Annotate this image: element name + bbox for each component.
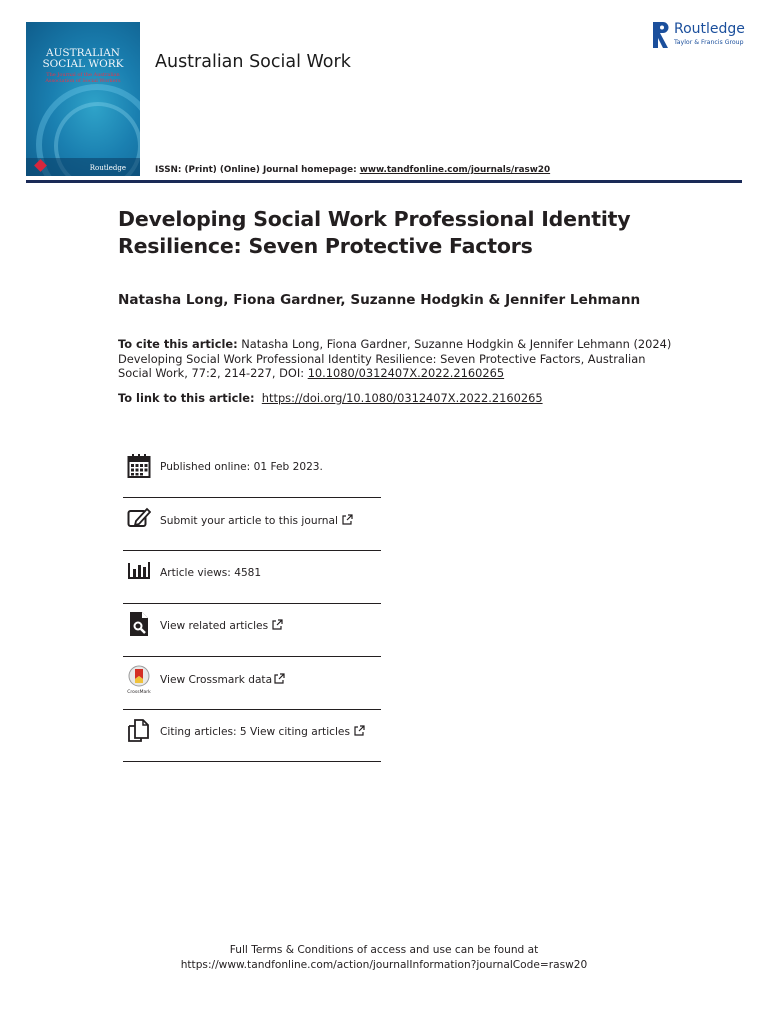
publisher-group: Taylor & Francis Group — [674, 39, 744, 46]
external-link-icon — [342, 514, 353, 525]
info-divider — [123, 709, 381, 710]
info-divider — [123, 603, 381, 604]
calendar-icon — [127, 453, 151, 479]
issn-line — [155, 165, 550, 175]
external-link-icon — [272, 619, 283, 630]
citation-block: To cite this article: Natasha Long, Fiona Gardner, Suzanne Hodgkin & Jennifer Lehmann (2024) Developing Social Work Professional Identity Resilience: Seven Protective Factors, Australian Social Work, 77:2, 214-227, DOI: 10.1080/0312407X.2022.2160265 — [118, 337, 672, 381]
citing-articles-row[interactable] — [123, 717, 381, 755]
info-divider — [123, 550, 381, 551]
crossmark-icon — [127, 665, 151, 695]
routledge-logo[interactable] — [653, 20, 748, 50]
terms-url[interactable]: https://www.tandfonline.com/action/journalInformation?journalCode=rasw20 — [180, 959, 588, 971]
crossmark-row[interactable] — [123, 665, 381, 703]
submit-article-link[interactable]: Submit your article to this journal — [160, 515, 338, 527]
edit-icon — [127, 506, 151, 532]
crossmark-link[interactable]: View Crossmark data — [160, 674, 273, 686]
bar-chart-icon — [127, 559, 151, 585]
article-link-line — [118, 391, 543, 405]
cover-title: AUSTRALIAN SOCIAL WORK — [42, 47, 124, 70]
article-views-row — [123, 559, 381, 597]
routledge-r-icon — [653, 22, 669, 48]
article-authors: Natasha Long, Fiona Gardner, Suzanne Hodgkin & Jennifer Lehmann — [118, 292, 641, 308]
header-divider — [26, 180, 742, 183]
crossmark-badge-text: CrossMark — [127, 690, 151, 695]
info-divider — [123, 656, 381, 657]
info-divider — [123, 497, 381, 498]
terms-footer — [0, 943, 768, 973]
cover-footer-band — [26, 158, 140, 176]
cover-subtitle: The Journal of the Australian Association of Social Workers — [45, 72, 121, 84]
article-title: Developing Social Work Professional Identity Resilience: Seven Protective Factors — [118, 207, 631, 258]
published-online-row — [123, 453, 381, 491]
published-date: Published online: 01 Feb 2023. — [160, 461, 323, 473]
article-doi-url[interactable]: https://doi.org/10.1080/0312407X.2022.2160265 — [261, 391, 543, 405]
terms-text: Full Terms & Conditions of access and use can be found at — [229, 944, 539, 956]
external-link-icon — [354, 725, 365, 736]
aasw-logo-icon — [34, 159, 47, 172]
journal-cover-image — [26, 22, 140, 176]
citing-articles-link[interactable]: Citing articles: 5 View citing articles — [160, 726, 350, 738]
cover-publisher-mark: Routledge — [89, 164, 126, 172]
doi-link[interactable]: 10.1080/0312407X.2022.2160265 — [307, 366, 505, 381]
journal-name: Australian Social Work — [155, 52, 351, 72]
related-articles-row[interactable] — [123, 611, 381, 649]
publisher-name: Routledge — [674, 21, 745, 37]
info-divider — [123, 761, 381, 762]
link-label: To link to this article: — [118, 391, 255, 405]
search-document-icon — [127, 611, 151, 637]
cite-label: To cite this article: — [118, 337, 238, 351]
related-articles-link[interactable]: View related articles — [160, 620, 269, 632]
article-views-count: Article views: 4581 — [160, 567, 262, 579]
issn-label: ISSN: (Print) (Online) Journal homepage: — [155, 165, 360, 175]
external-link-icon — [274, 673, 285, 684]
copy-documents-icon — [127, 717, 151, 743]
journal-homepage-link[interactable]: www.tandfonline.com/journals/rasw20 — [359, 165, 551, 175]
submit-article-row[interactable] — [123, 506, 381, 544]
